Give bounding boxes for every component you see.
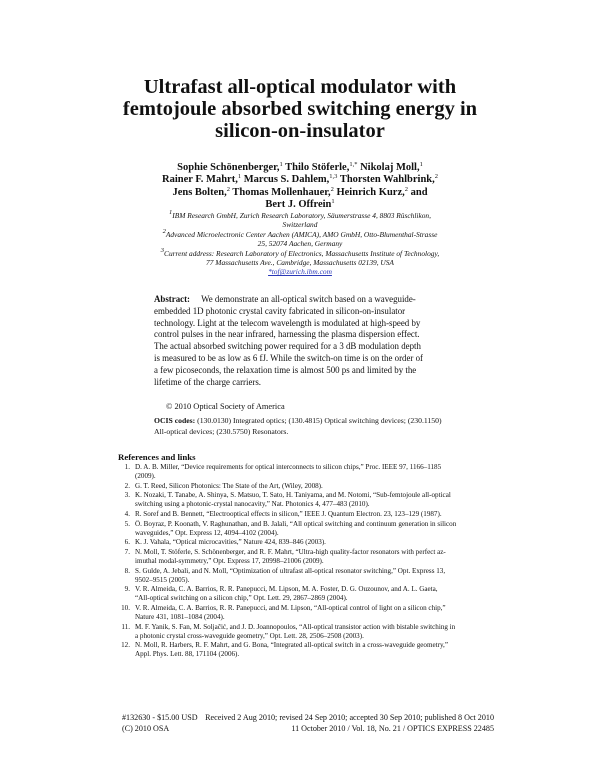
copyright-notice: © 2010 Optical Society of America <box>166 402 285 411</box>
author-list <box>150 162 450 212</box>
author-name: Thomas Mollenhauer, <box>232 186 331 198</box>
reference-item <box>118 463 490 481</box>
reference-text: switching using a photonic-crystal nanocavity,” Nat. Photonics 4, 477–483 (2010). <box>135 500 370 509</box>
affil-number: 2 <box>162 227 166 235</box>
author-name: Jens Bolten, <box>172 186 227 198</box>
abstract-label: Abstract: <box>154 294 190 304</box>
paper-title <box>100 76 500 142</box>
reference-item <box>118 510 490 519</box>
reference-list <box>118 463 490 660</box>
abstract <box>154 294 450 388</box>
reference-text: S. Gulde, A. Jebali, and N. Moll, “Optimization of ultrafast all-optical resonator switching,” Opt. Express 13, <box>135 566 446 575</box>
title-line: Ultrafast all-optical modulator with <box>143 76 457 98</box>
ocis-label: OCIS codes: <box>154 416 196 425</box>
reference-text: 9502–9515 (2005). <box>135 575 190 584</box>
reference-number: 4. <box>124 509 130 518</box>
author-name: Rainer F. Mahrt, <box>162 174 238 186</box>
reference-item <box>118 567 490 585</box>
reference-item <box>118 520 490 538</box>
reference-text: G. T. Reed, Silicon Photonics: The State of the Art, (Wiley, 2008). <box>135 481 323 490</box>
reference-number: 8. <box>124 566 130 575</box>
affiliations <box>152 209 448 277</box>
author-conjunction: and <box>410 186 428 198</box>
reference-number: 11. <box>121 622 130 631</box>
reference-item <box>118 604 490 622</box>
author-name: Thorsten Wahlbrink, <box>339 174 435 186</box>
abstract-line: technology. Light at the telecom wavelength is modulated at high-speed by <box>154 317 421 328</box>
affil-number: 3 <box>160 246 165 254</box>
author-line <box>150 187 450 199</box>
reference-item <box>118 482 490 491</box>
author-name: Heinrich Kurz, <box>336 186 405 198</box>
reference-text: “All-optical switching on a silicon chip,” Opt. Lett. 29, 2867–2869 (2004). <box>135 594 348 603</box>
abstract-line: control pulses in the near infrared, harnessing the plasma dispersion effect. <box>154 329 420 340</box>
reference-text: V. R. Almeida, C. A. Barrios, R. R. Panepucci, and M. Lipson, “All-optical control of light on a silicon chip,” <box>135 603 446 612</box>
reference-text: R. Soref and B. Bennett, “Electrooptical effects in silicon,” IEEE J. Quantum Electron. 23, 123–129 (1987). <box>135 509 442 518</box>
author-affil-mark: 1 <box>331 198 335 206</box>
affiliation-1 <box>152 209 448 230</box>
ocis-codes <box>154 416 454 437</box>
abstract-line: The actual absorbed switching power required for a 3 dB modulation depth <box>154 341 421 352</box>
ocis-line: All-optical devices; (230.5750) Resonators. <box>154 426 289 436</box>
reference-number: 5. <box>124 519 130 528</box>
reference-number: 7. <box>124 547 130 556</box>
author-name: Nikolaj Moll, <box>360 162 420 173</box>
author-affil-mark: 2 <box>404 185 408 193</box>
reference-text: D. A. B. Miller, “Device requirements for optical interconnects to silicon chips,” Proc. IEEE 97, 1166–1185 <box>135 463 442 471</box>
affil-text: Switzerland <box>282 219 318 229</box>
author-line <box>150 162 450 174</box>
page-footer <box>122 713 494 734</box>
title-line: femtojoule absorbed switching energy in <box>122 98 478 120</box>
affiliation-2 <box>152 227 448 249</box>
references-heading: References and links <box>118 452 196 462</box>
author-affil-mark: 1 <box>237 173 242 181</box>
author-line <box>150 199 450 211</box>
footer-dates: Received 2 Aug 2010; revised 24 Sep 2010; accepted 30 Sep 2010; published 8 Oct 2010 <box>205 713 494 722</box>
author-affil-mark: 2 <box>330 185 334 193</box>
author-name: Bert J. Offrein <box>265 199 332 211</box>
footer-copyright: (C) 2010 OSA <box>122 723 170 733</box>
reference-text: (2009). <box>135 472 156 481</box>
reference-item <box>118 538 490 547</box>
reference-text: N. Moll, R. Harbers, R. F. Mahrt, and G. Bona, “Integrated all-optical switch in a cross-waveguide geometry,” <box>135 641 448 650</box>
reference-text: a photonic crystal cross-waveguide geometry,” Opt. Lett. 28, 2506–2508 (2003). <box>135 631 364 640</box>
affiliation-3 <box>152 246 448 268</box>
reference-item <box>118 623 490 641</box>
author-affil-mark: 2 <box>226 185 230 193</box>
abstract-line: a few picoseconds, the relaxation time is almost 500 ps and limited by the <box>154 364 417 375</box>
affil-text: Advanced Microelectronic Center Aachen (AMICA), AMO GmbH, Otto-Blumenthal-Strasse <box>165 229 438 239</box>
reference-item <box>118 491 490 509</box>
abstract-line: embedded 1D photonic crystal cavity fabricated in silicon-on-insulator <box>154 305 406 316</box>
reference-number: 10. <box>121 603 130 612</box>
affil-number: 1 <box>169 209 173 216</box>
author-affil-mark: 1 <box>419 161 423 168</box>
reference-item <box>118 641 490 659</box>
abstract-line: lifetime of the charge carriers. <box>154 376 262 387</box>
reference-item <box>118 585 490 603</box>
reference-text: K. Nozaki, T. Tanabe, A. Shinya, S. Matsuo, T. Sato, H. Taniyama, and M. Notomi, “Sub-femtojoule all-optical <box>135 491 451 500</box>
author-name: Thilo Stöferle, <box>285 162 350 173</box>
affil-text: 77 Massachusetts Ave., Cambridge, Massachusetts 02139, USA <box>206 257 394 267</box>
reference-number: 6. <box>124 538 130 547</box>
reference-number: 3. <box>124 491 130 500</box>
reference-text: waveguides,” Opt. Express 12, 4094–4102 (2004). <box>135 528 279 537</box>
affil-text: Current address: Research Laboratory of Electronics, Massachusetts Institute of Technology, <box>164 248 440 258</box>
reference-text: N. Moll, T. Stöferle, S. Schönenberger, and R. F. Mahrt, “Ultra-high quality-factor resonators with perfect az- <box>135 547 446 556</box>
author-affil-mark: 1,* <box>349 161 358 168</box>
abstract-line: is measured to be as low as 6 fJ. While the switch-on time is on the order of <box>154 352 423 363</box>
reference-text: Nature 431, 1081–1084 (2004). <box>135 613 225 621</box>
reference-text: V. R. Almeida, C. A. Barrios, R. R. Panepucci, M. Lipson, M. A. Foster, D. G. Ouzounov, and A. L. Gaeta, <box>135 585 438 594</box>
author-name: Sophie Schönenberger, <box>177 162 280 173</box>
reference-text: Ö. Boyraz, P. Koonath, V. Raghunathan, and B. Jalali, “All optical switching and continuum generation in silicon <box>135 519 457 528</box>
title-line: silicon-on-insulator <box>215 120 385 142</box>
reference-item <box>118 548 490 566</box>
reference-text: K. J. Vahala, “Optical microcavities,” Nature 424, 839–846 (2003). <box>135 538 326 547</box>
reference-number: 2. <box>124 481 130 490</box>
affil-text: 25, 52074 Aachen, Germany <box>257 238 343 248</box>
footer-journal-info: 11 October 2010 / Vol. 18, No. 21 / OPTICS EXPRESS 22485 <box>291 723 494 733</box>
ocis-line: (130.0130) Integrated optics; (130.4815) Optical switching devices; (230.1150) <box>197 416 442 425</box>
reference-number: 12. <box>121 641 130 650</box>
reference-number: 9. <box>124 585 130 594</box>
author-affil-mark: 1,3 <box>329 173 338 181</box>
author-affil-mark: 1 <box>279 161 283 168</box>
author-name: Marcus S. Dahlem, <box>243 174 330 186</box>
author-affil-mark: 2 <box>434 173 438 181</box>
abstract-line: We demonstrate an all-optical switch based on a waveguide- <box>201 294 416 304</box>
affil-text: IBM Research GmbH, Zurich Research Laboratory, Säumerstrasse 4, 8803 Rüschlikon, <box>172 211 431 220</box>
reference-number: 1. <box>124 463 130 471</box>
corresponding-email-link[interactable]: *tof@zurich.ibm.com <box>268 267 332 277</box>
reference-text: imuthal modal-symmetry,” Opt. Express 17, 20998–21006 (2009). <box>135 556 324 565</box>
reference-text: M. F. Yanik, S. Fan, M. Soljačić, and J. D. Joannopoulos, “All-optical transistor action with bistable switching in <box>135 622 456 631</box>
footer-manuscript-id: #132630 - $15.00 USD <box>122 713 198 722</box>
reference-text: Appl. Phys. Lett. 88, 171104 (2006). <box>135 650 240 659</box>
